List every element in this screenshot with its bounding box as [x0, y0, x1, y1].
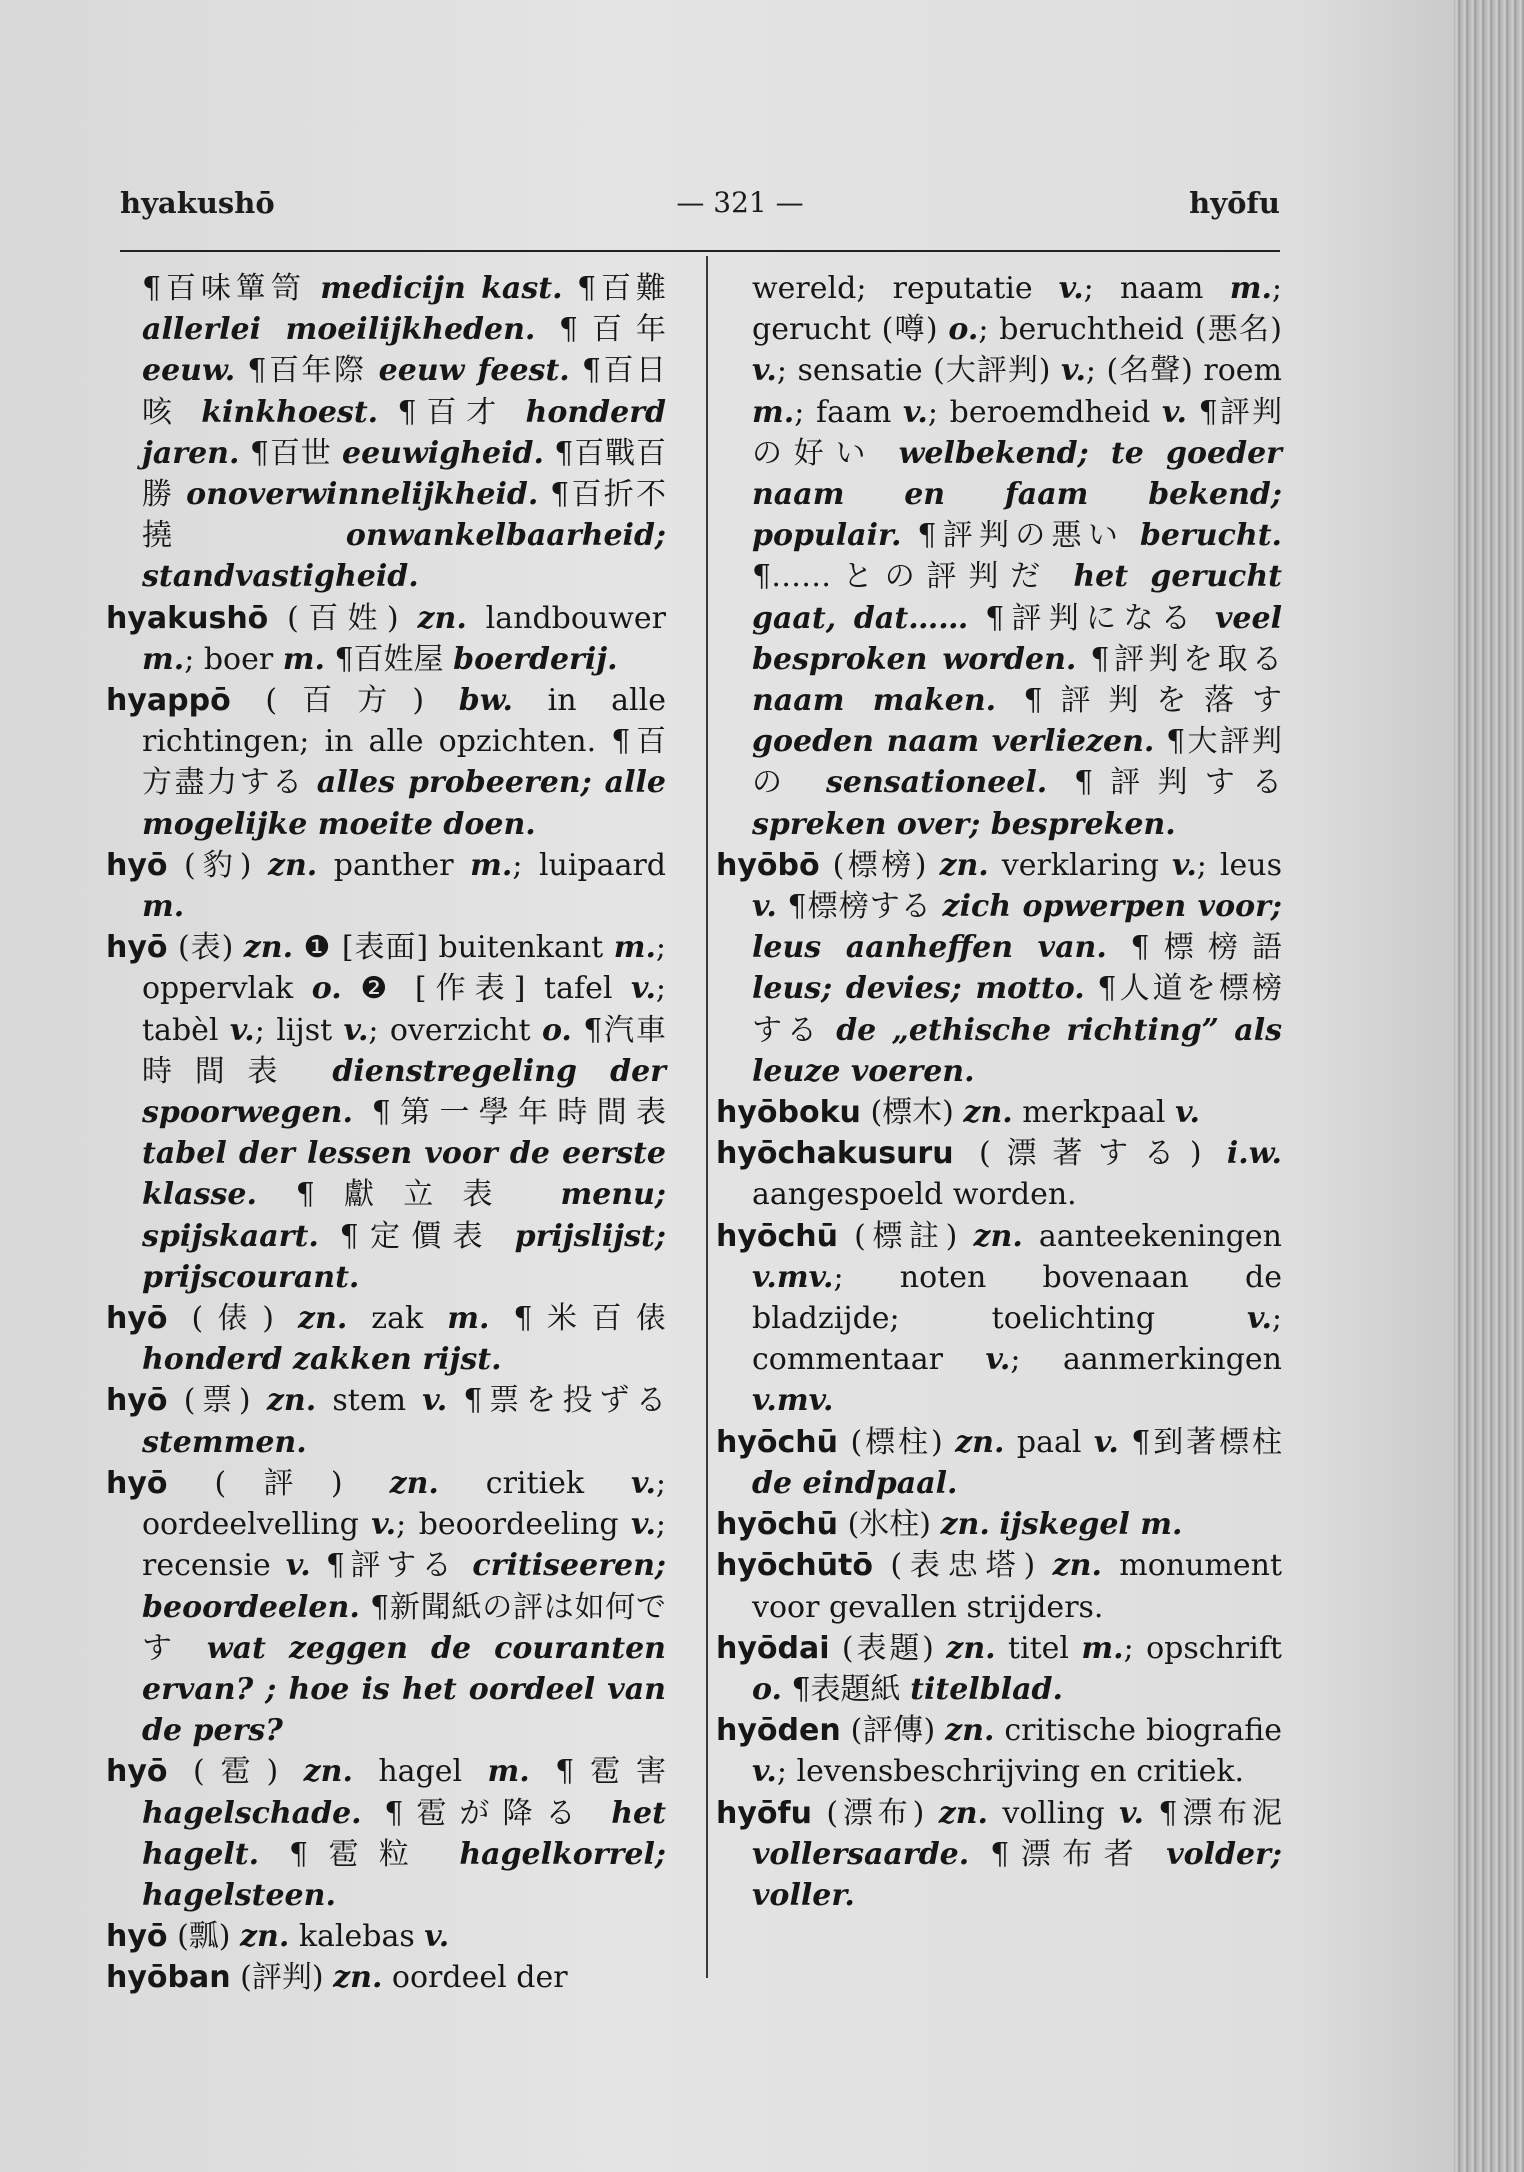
headword: hyōban [106, 1960, 231, 1996]
italic-text: alles probeeren; alle mogelijke moeite doen. [142, 765, 666, 842]
dictionary-entry [716, 1092, 1282, 1133]
entry-text: ¶標榜語 [1106, 930, 1283, 966]
headword: hyō [106, 1919, 168, 1955]
headword: hyō [106, 1465, 168, 1501]
header-first-headword: hyakushō [120, 186, 275, 220]
italic-text: leus; devies; motto. [752, 971, 1085, 1007]
italic-text: m. [613, 930, 656, 966]
italic-text: o. [752, 1671, 782, 1707]
entry-text: ; beruchtheid (悪名) [978, 312, 1283, 348]
headword: hyō [106, 1301, 168, 1337]
italic-text: wat zeggen de couranten ervan? ; hoe is het oordeel van de pers? [142, 1630, 666, 1749]
entry-text: ¶百難 [562, 271, 666, 306]
entry-text: ; opschrift [1123, 1630, 1282, 1666]
entry-text: aangespoeld worden. [752, 1177, 1077, 1213]
italic-text: critiseeren; beoordeelen. [142, 1548, 666, 1625]
entry-text: (雹) [167, 1754, 304, 1790]
dictionary-entry [716, 1710, 1282, 1792]
italic-text: v. [371, 1507, 397, 1543]
entry-text: (表題) [829, 1630, 947, 1666]
italic-text: zich opwerpen voor; leus aanheffen van. [752, 889, 1282, 966]
entry-text: ¶百才 [378, 394, 526, 430]
entry-text: ; aanmerkingen [1010, 1342, 1282, 1378]
italic-text: honderd zakken rijst. [142, 1342, 502, 1378]
headword: hyōchū [716, 1507, 839, 1543]
italic-text: zn. [939, 847, 989, 883]
italic-text: v. [631, 971, 656, 1007]
entry-text: critiek [438, 1465, 632, 1501]
entry-text: (標註) [838, 1218, 974, 1254]
italic-text: hagelkorrel; hagelsteen. [142, 1836, 666, 1913]
entry-text: ; recensie [142, 1507, 666, 1584]
entry-text: merkpaal [1012, 1095, 1176, 1131]
italic-text: o. [541, 1012, 572, 1048]
italic-text: zn. [946, 1630, 996, 1666]
dictionary-entry [106, 680, 666, 845]
italic-text: welbekend; te goeder naam en faam bekend; populair. [752, 435, 1282, 554]
entry-text: hagel [352, 1754, 488, 1790]
entry-text: ¶評判の悪い [901, 518, 1140, 554]
italic-text: v. [1058, 271, 1084, 306]
entry-text: ¶雹粒 [259, 1836, 460, 1872]
headword: hyōbō [716, 847, 820, 883]
italic-text: v. [229, 1012, 255, 1048]
italic-text: m. [470, 847, 513, 883]
italic-text: tabel der lessen voor de eerste klasse. [142, 1136, 666, 1213]
entry-text: ¶評する [310, 1548, 473, 1584]
entry-text: ; gerucht (噂) [752, 271, 1282, 348]
italic-text: m. [447, 1301, 490, 1337]
entry-text: ; leus [1196, 847, 1282, 883]
italic-text: v. [1175, 1095, 1200, 1131]
entry-text: ¶百味簞笥 [142, 271, 321, 306]
entry-text: ¶米百俵 [489, 1301, 666, 1337]
page-number: — 321 — [676, 186, 804, 219]
entry-text: ¶評判を取る [1076, 641, 1282, 677]
dictionary-entry [106, 598, 666, 680]
entry-text: ; noten bovenaan de bladzijde; toelichting [752, 1259, 1282, 1337]
entry-text: ¶雹害 [529, 1754, 667, 1790]
italic-text: v. [1061, 353, 1086, 389]
italic-text: berucht. [1139, 518, 1282, 554]
headword: hyōchū [716, 1218, 839, 1254]
italic-text: naam maken. [752, 683, 997, 719]
entry-text: ¶新聞紙の評は如何です [142, 1589, 666, 1666]
entry-text: (評判) [230, 1960, 334, 1996]
entry-text: paal [1004, 1424, 1094, 1460]
italic-text: zn. [243, 930, 294, 966]
entry-text: ; beoordeeling [396, 1507, 632, 1543]
italic-text: i.w. [1226, 1136, 1282, 1172]
entry-text: ¶標榜する [776, 889, 943, 925]
italic-text: o. [948, 312, 979, 348]
entry-text: ; naam [1083, 271, 1230, 306]
dictionary-entry [716, 1422, 1282, 1504]
italic-text: v. [424, 1919, 450, 1955]
entry-text: monument voor gevallen strijders. [752, 1548, 1283, 1625]
italic-text: v. [752, 353, 777, 389]
entry-text: ; levensbeschrijving en critiek. [776, 1754, 1245, 1790]
entry-text: (百姓) [268, 600, 418, 636]
header-rule [120, 250, 1280, 252]
entry-text: (俵) [167, 1301, 298, 1337]
entry-text: ; boer [184, 641, 283, 677]
italic-text: m. [487, 1754, 530, 1790]
entry-text: ¶汽車時間表 [142, 1012, 667, 1089]
italic-text: zn. [297, 1301, 348, 1337]
dictionary-entry [716, 1133, 1282, 1215]
entry-text: ; commentaar [752, 1301, 1282, 1378]
italic-text: zn. [333, 1960, 383, 1996]
entry-text: ¶漂布者 [969, 1836, 1167, 1872]
italic-text: v. [631, 1507, 656, 1543]
entry-text: ; oordeelvelling [142, 1465, 666, 1543]
entry-text: (豹) [167, 847, 268, 883]
entry-text: critische biografie [994, 1713, 1283, 1749]
italic-text: hagelschade. [142, 1795, 362, 1831]
italic-text: m. [282, 641, 325, 677]
italic-text: zn. [417, 600, 467, 636]
entry-text: (氷柱) [838, 1507, 941, 1543]
italic-text: zn. [303, 1754, 353, 1790]
entry-text: volling [987, 1795, 1120, 1831]
headword: hyōchakusuru [716, 1136, 954, 1172]
dictionary-entry [106, 268, 666, 598]
entry-text: (評傳) [840, 1713, 946, 1749]
entry-text: kalebas [289, 1919, 425, 1955]
entry-text: ¶獻立表 [256, 1177, 561, 1213]
entry-text: ¶大評判の [752, 724, 1282, 801]
dictionary-entry [716, 845, 1282, 1092]
entry-text: landbouwer [466, 600, 667, 636]
entry-text: ❶ [表面] buitenkant [293, 930, 614, 966]
entry-text: (標木) [860, 1095, 964, 1131]
italic-text: v. [343, 1012, 369, 1048]
entry-text: ¶百年 [535, 312, 666, 348]
italic-text: v. [752, 889, 777, 925]
italic-text: zn. [389, 1465, 439, 1501]
headword: hyō [106, 930, 168, 966]
dictionary-entry [106, 1298, 666, 1380]
italic-text: m. [1081, 1630, 1124, 1666]
entry-text: ¶表題紙 [781, 1671, 911, 1707]
italic-text: kinkhoest. [201, 394, 379, 430]
entry-text: ❷ [作表] tafel [341, 971, 632, 1007]
italic-text: de eindpaal. [752, 1465, 958, 1501]
italic-text: v. [1247, 1301, 1272, 1337]
dictionary-entry [106, 1916, 666, 1957]
entry-text: ¶評判する [1047, 765, 1282, 801]
dictionary-entry [106, 1957, 666, 1998]
italic-text: v. [1119, 1795, 1144, 1831]
italic-text: onwankelbaarheid; standvastigheid. [142, 518, 666, 595]
entry-text: (標柱) [838, 1424, 956, 1460]
entry-text: (漂布) [811, 1795, 939, 1831]
italic-text: v. [285, 1548, 311, 1584]
page-header [120, 186, 1280, 236]
italic-text: v. [631, 1465, 656, 1501]
book-page-edges [1454, 0, 1524, 2172]
entry-text: ¶百折不撓 [142, 477, 666, 554]
italic-text: vollersaarde. [752, 1836, 970, 1872]
italic-text: zn. [963, 1095, 1013, 1131]
italic-text: bw. [458, 683, 513, 719]
entry-text: ¶票を投ずる [447, 1383, 666, 1419]
italic-text: m. [142, 641, 185, 677]
entry-text: ; lijst [254, 1012, 344, 1048]
italic-text: menu; spijskaart. [142, 1177, 666, 1254]
dictionary-entry [106, 845, 666, 927]
italic-text: honderd jaren. [142, 394, 666, 471]
entry-text: ¶漂布泥 [1143, 1795, 1282, 1831]
italic-text: stemmen. [142, 1424, 307, 1460]
italic-text: boerderij. [453, 641, 618, 677]
italic-text: zn. [945, 1713, 995, 1749]
italic-text: goeden naam verliezen. [752, 724, 1155, 760]
italic-text: zn. [266, 1383, 317, 1419]
entry-text: (表忠塔) [872, 1548, 1053, 1584]
entry-text: ¶百姓屋 [324, 641, 454, 677]
entry-text: verklaring [988, 847, 1172, 883]
entry-text: ; beroemdheid [927, 394, 1163, 430]
right-column [716, 268, 1282, 1916]
italic-text: zn. [1052, 1548, 1102, 1584]
italic-text: zn. [955, 1424, 1005, 1460]
entry-text: ; tabèl [142, 971, 667, 1048]
entry-text: ; (名聲) roem [1085, 353, 1282, 389]
entry-text: titel [995, 1630, 1082, 1666]
italic-text: v. [1171, 847, 1197, 883]
entry-text: ; faam [794, 394, 904, 430]
italic-text: spreken over; bespreken. [752, 806, 1176, 842]
italic-text: v. [422, 1383, 448, 1419]
italic-text: sensationeel. [826, 765, 1048, 801]
italic-text: ijskegel m. [999, 1507, 1183, 1543]
italic-text: zn. [240, 1919, 290, 1955]
entry-text [990, 1507, 1000, 1542]
italic-text: eeuw. [142, 353, 236, 389]
entry-text: (標榜) [819, 847, 940, 883]
entry-text: stem [316, 1383, 423, 1419]
entry-text: ; luipaard [512, 847, 666, 883]
italic-text: m. [752, 394, 795, 430]
entry-text: (漂著する) [953, 1136, 1227, 1172]
entry-text: panther [317, 847, 471, 883]
entry-text: ¶百日咳 [142, 353, 666, 430]
headword: hyakushō [106, 600, 269, 636]
italic-text: volder; voller. [752, 1836, 1282, 1913]
italic-text: v.mv. [752, 1259, 834, 1295]
italic-text: m. [142, 889, 185, 925]
entry-text: (瓢) [167, 1919, 241, 1955]
headword: hyōdai [716, 1630, 830, 1666]
italic-text: zn. [938, 1795, 988, 1831]
entry-text: ¶評判になる [968, 600, 1215, 636]
italic-text: medicijn kast. [320, 271, 563, 306]
header-last-headword: hyōfu [1189, 186, 1280, 220]
column-divider [706, 256, 708, 1978]
italic-text: v. [985, 1342, 1011, 1378]
entry-text: in alle richtingen; in alle opzichten. ¶百方盡力する [142, 683, 666, 801]
italic-text: eeuw feest. [378, 353, 570, 389]
headword: hyō [106, 1754, 168, 1790]
italic-text: v.mv. [752, 1383, 834, 1419]
italic-text: onoverwinnelijkheid. [186, 477, 539, 513]
italic-text: zn. [940, 1507, 990, 1543]
italic-text: o. [311, 971, 342, 1007]
headword: hyō [106, 847, 168, 883]
headword: hyappō [106, 683, 231, 719]
entry-text: ¶……との評判だ [752, 559, 1074, 595]
entry-text: oordeel der [382, 1960, 568, 1996]
headword: hyōboku [716, 1095, 861, 1131]
dictionary-entry [716, 1628, 1282, 1710]
italic-text: het hagelt. [142, 1795, 666, 1872]
italic-text: zn. [973, 1218, 1023, 1254]
dictionary-entry [716, 1545, 1282, 1627]
dictionary-entry [106, 1463, 666, 1751]
entry-text: ¶百戰百勝 [142, 435, 666, 513]
headword: hyōfu [716, 1795, 812, 1831]
entry-text: aanteekeningen [1022, 1218, 1282, 1254]
entry-text: wereld; reputatie [752, 271, 1059, 306]
dictionary-entry [106, 1751, 666, 1916]
entry-text: ¶評判の好い [752, 394, 1282, 471]
italic-text: allerlei moeilijkheden. [142, 312, 536, 348]
dictionary-entry [106, 1380, 666, 1462]
dictionary-entry [716, 268, 1282, 845]
italic-text: v. [903, 394, 928, 430]
entry-text: (百方) [230, 683, 459, 719]
entry-text: ¶第一學年時間表 [352, 1095, 666, 1131]
entry-text: ; oppervlak [142, 930, 666, 1007]
entry-text: ; overzicht [368, 1012, 542, 1048]
entry-text: (表) [167, 930, 244, 966]
italic-text: zn. [267, 847, 318, 883]
headword: hyōden [716, 1713, 841, 1749]
italic-text: v. [1162, 394, 1187, 430]
entry-text: zak [347, 1301, 448, 1337]
entry-text: ¶百世 [239, 435, 342, 471]
entry-text: (票) [167, 1383, 267, 1419]
entry-text: ¶到著標柱 [1118, 1424, 1282, 1460]
entry-text: (評) [167, 1465, 390, 1501]
italic-text: titelblad. [910, 1671, 1063, 1707]
italic-text: de „ethische richting” als leuze voeren. [752, 1012, 1282, 1089]
entry-text: ¶定價表 [318, 1218, 515, 1254]
left-column [106, 268, 666, 1999]
entry-text: ; sensatie (大評判) [776, 353, 1062, 389]
headword: hyō [106, 1383, 168, 1419]
entry-text: ¶評判を落す [996, 683, 1283, 719]
italic-text: eeuwigheid. [341, 435, 544, 471]
italic-text: m. [1229, 271, 1272, 306]
italic-text: dienstregeling der spoorwegen. [142, 1053, 666, 1131]
headword: hyōchū [716, 1424, 839, 1460]
dictionary-entry [106, 927, 666, 1298]
dictionary-entry [716, 1793, 1282, 1917]
entry-text: ¶雹が降る [361, 1795, 612, 1831]
dictionary-entry [716, 1504, 1282, 1545]
headword: hyōchūtō [716, 1548, 873, 1584]
entry-text: ¶人道を標榜する [752, 971, 1283, 1048]
dictionary-entry [716, 1216, 1282, 1422]
italic-text: prijslijst; prijscourant. [142, 1218, 666, 1295]
italic-text: v. [752, 1754, 777, 1790]
italic-text: veel besproken worden. [752, 600, 1282, 677]
entry-text: ¶百年際 [235, 353, 379, 389]
italic-text: v. [1093, 1424, 1119, 1460]
italic-text: het gerucht gaat, dat…… [752, 559, 1282, 636]
